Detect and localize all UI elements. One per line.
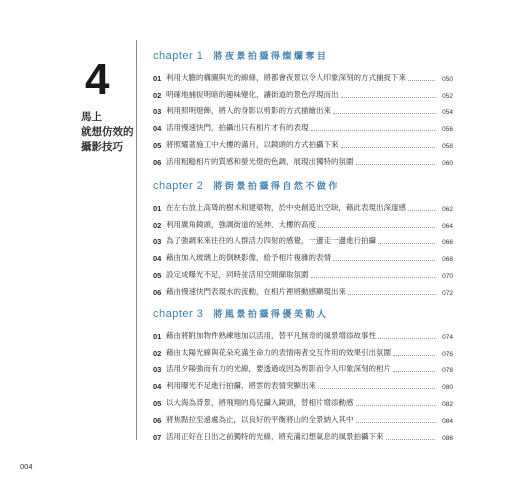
entry-page: 058 (442, 142, 453, 150)
entry-page: 074 (442, 333, 453, 341)
dot-leader (333, 260, 435, 261)
chapter-header (153, 307, 453, 320)
entry-number: 05 (153, 140, 162, 150)
toc-entry[interactable] (153, 83, 453, 100)
entry-text: 在左右放上高聳的樹木和建築物，於中央創造出空缺，藉此表現出深邃感 (166, 202, 406, 212)
chapter-label: chapter 3 (153, 308, 204, 320)
entry-number: 04 (153, 382, 162, 392)
entry-page: 066 (442, 239, 453, 247)
entry-number: 02 (153, 220, 162, 230)
toc-entry[interactable] (153, 230, 453, 247)
toc-entry[interactable] (153, 280, 453, 297)
entry-text: 藉由加入玻璃上的倒映影像，給予相片複雜的表情 (166, 253, 331, 263)
dot-leader (341, 147, 436, 148)
dot-leader (333, 113, 435, 114)
dot-leader (378, 243, 435, 244)
entry-page: 076 (442, 350, 453, 358)
chapter-title: 將夜景拍攝得燦爛奪目 (213, 52, 329, 62)
entry-page: 060 (442, 159, 453, 167)
toc-entry[interactable] (153, 100, 453, 117)
entry-text: 活用夕陽強而有力的光線，要透過或因為剪影而令人印象深刻的相片 (166, 364, 391, 374)
entry-text: 明確地捕捉明暗的趣味變化，讓街道的景色浮現而出 (166, 89, 339, 99)
dot-leader (408, 210, 435, 211)
toc-entry[interactable] (153, 116, 453, 133)
dot-leader (356, 164, 436, 165)
entry-number: 01 (153, 203, 162, 213)
dot-leader (318, 388, 435, 389)
entry-page: 062 (442, 205, 453, 213)
entry-page: 052 (442, 92, 453, 100)
entry-text: 藉由慢速快門表現水的流動，在相片裡將動感顯現出來 (166, 286, 346, 296)
entry-page: 068 (442, 256, 453, 264)
toc-entry[interactable] (153, 213, 453, 230)
chapter-1 (153, 49, 453, 167)
entry-text: 利用照明燈飾，將人的身影以剪影的方式描繪出來 (166, 106, 331, 116)
entry-page: 064 (442, 222, 453, 230)
dot-leader (393, 371, 435, 372)
section-title-line: 攝影技巧 (81, 141, 123, 153)
entry-text: 活用正好在日出之前獨特的光線，將充滿幻想氣息的風景拍攝下來 (166, 431, 384, 441)
section-marker (81, 55, 141, 155)
dot-leader (356, 405, 436, 406)
entry-number: 06 (153, 415, 162, 425)
entry-text: 設定成曝光不足，同時並活用空間擷取氛圍 (166, 269, 309, 279)
dot-leader (348, 294, 435, 295)
entry-text: 利用大膽的構圖與光的線條，將都會夜景以令人印象深刻的方式捕捉下來 (166, 72, 406, 82)
toc-entry[interactable] (153, 391, 453, 408)
toc-entry[interactable] (153, 408, 453, 425)
entry-number: 03 (153, 365, 162, 375)
section-title-line: 馬上 (81, 111, 102, 123)
entry-number: 06 (153, 157, 162, 167)
entry-number: 04 (153, 254, 162, 264)
entry-page: 070 (442, 272, 453, 280)
entry-number: 02 (153, 348, 162, 358)
dot-leader (341, 97, 436, 98)
dot-leader (318, 227, 435, 228)
chapter-label: chapter 1 (153, 50, 204, 62)
dot-leader (378, 338, 435, 339)
chapter-2 (153, 179, 453, 297)
section-title (81, 110, 141, 155)
chapter-3 (153, 307, 453, 442)
chapter-title: 將街景拍攝得自然不做作 (213, 182, 340, 192)
entry-page: 082 (442, 400, 453, 408)
chapter-header (153, 179, 453, 192)
entry-number: 04 (153, 124, 162, 134)
toc-entry[interactable] (153, 341, 453, 358)
chapter-title: 將風景拍攝得優美動人 (213, 310, 329, 320)
entry-page: 078 (442, 367, 453, 375)
section-number: 4 (85, 55, 110, 104)
entry-text: 藉由太陽光線與花朵充滿生命力的表情兩者交互作用的效果引出氛圍 (166, 347, 391, 357)
entry-text: 為了強調來來往往的人群活力四射的感覺，一邊走一邊進行拍攝 (166, 236, 376, 246)
entry-text: 將照耀著施工中大樓的滿月，以鏡頭的方式拍攝下來 (166, 139, 339, 149)
entry-page: 054 (442, 109, 453, 117)
toc-entry[interactable] (153, 263, 453, 280)
entry-number: 01 (153, 73, 162, 83)
dot-leader (311, 277, 436, 278)
entry-number: 05 (153, 398, 162, 408)
entry-number: 05 (153, 270, 162, 280)
entry-page: 086 (442, 434, 453, 442)
entry-number: 01 (153, 331, 162, 341)
entry-page: 084 (442, 417, 453, 425)
entry-text: 利用廣角鏡頭，強調街道的延伸、大樓的高度 (166, 219, 316, 229)
toc-entry[interactable] (153, 150, 453, 167)
entry-text: 藉由將附加物件熟練地加以活用，替平凡無奇的風景增添故事性 (166, 330, 376, 340)
dot-leader (356, 422, 436, 423)
toc-entry[interactable] (153, 66, 453, 83)
entry-number: 03 (153, 237, 162, 247)
entry-text: 將焦點拉至遠處為止，以良好的平衡將山的全景納入其中 (166, 414, 354, 424)
toc-entry[interactable] (153, 374, 453, 391)
toc-entry[interactable] (153, 133, 453, 150)
page-number: 004 (20, 462, 33, 471)
toc-entry[interactable] (153, 196, 453, 213)
dot-leader (408, 80, 435, 81)
toc-entry[interactable] (153, 425, 453, 442)
divider-line (136, 40, 137, 440)
entry-number: 02 (153, 90, 162, 100)
entry-text: 活用粗糙相片的質感和螢光燈的色調，展現出獨特的氛圍 (166, 156, 354, 166)
entry-text: 以大海為背景，將飛翔的鳥兒攝入鏡頭，替相片增添動感 (166, 397, 354, 407)
entry-number: 03 (153, 107, 162, 117)
entry-number: 07 (153, 432, 162, 442)
toc-entry[interactable] (153, 246, 453, 263)
dot-leader (311, 130, 436, 131)
toc-entry[interactable] (153, 358, 453, 375)
toc-entry[interactable] (153, 324, 453, 341)
entry-text: 活用慢速快門，拍攝出只有相片才有的表現 (166, 123, 309, 133)
chapter-label: chapter 2 (153, 180, 204, 192)
entry-page: 056 (442, 126, 453, 134)
dot-leader (393, 355, 435, 356)
entry-number: 06 (153, 287, 162, 297)
entry-text: 利用曝光不足進行拍攝，將雲的表情突顯出來 (166, 381, 316, 391)
entry-page: 080 (442, 384, 453, 392)
section-title-line: 就想仿效的 (81, 126, 134, 138)
entry-page: 072 (442, 289, 453, 297)
entry-page: 050 (442, 75, 453, 83)
dot-leader (386, 439, 436, 440)
chapter-header (153, 49, 453, 62)
